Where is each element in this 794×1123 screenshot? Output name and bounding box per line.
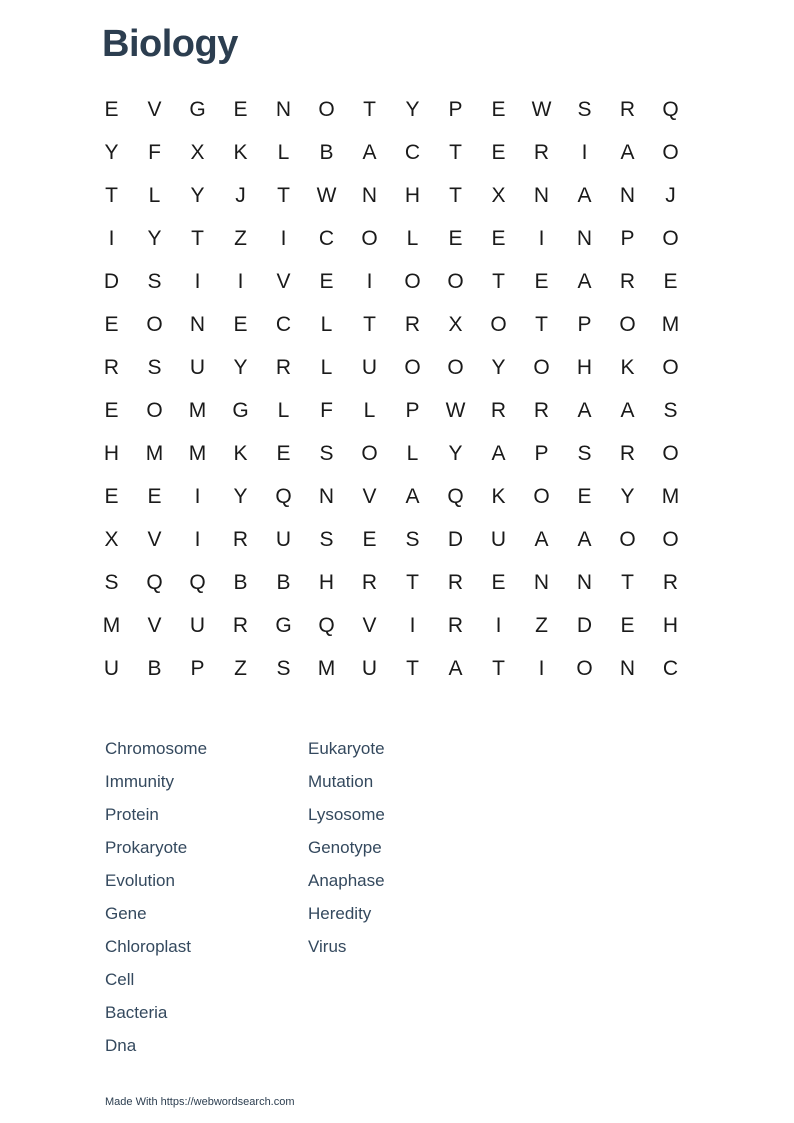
grid-cell[interactable]: I <box>194 485 201 508</box>
grid-cell[interactable]: P <box>620 227 635 250</box>
grid-cell[interactable]: T <box>363 98 376 121</box>
grid-cell[interactable]: J <box>665 184 676 207</box>
grid-cell[interactable]: N <box>189 313 206 336</box>
word-item: Chloroplast <box>105 937 191 956</box>
grid-cell[interactable]: T <box>277 184 290 207</box>
grid-cell[interactable]: Z <box>234 657 247 680</box>
grid-cell[interactable]: R <box>447 614 464 637</box>
grid-cell[interactable]: O <box>619 528 636 551</box>
letter-grid <box>90 88 692 690</box>
grid-cell[interactable]: I <box>280 227 287 250</box>
grid-cell[interactable]: S <box>405 528 420 551</box>
grid-cell[interactable]: E <box>147 485 162 508</box>
grid-row <box>90 260 692 303</box>
word-item: Heredity <box>308 904 372 923</box>
grid-cell[interactable]: O <box>361 227 378 250</box>
grid-cell[interactable]: E <box>577 485 592 508</box>
grid-cell[interactable]: N <box>275 98 292 121</box>
grid-cell[interactable]: N <box>576 571 593 594</box>
grid-cell[interactable]: V <box>147 98 162 121</box>
grid-cell[interactable]: Y <box>104 141 119 164</box>
grid-cell[interactable]: Z <box>234 227 247 250</box>
grid-cell[interactable]: X <box>190 141 205 164</box>
grid-cell[interactable]: N <box>361 184 378 207</box>
grid-cell[interactable]: V <box>147 528 162 551</box>
grid-cell[interactable]: P <box>190 657 205 680</box>
word-item: Evolution <box>105 871 175 890</box>
word-item: Protein <box>105 805 159 824</box>
grid-cell[interactable]: V <box>147 614 162 637</box>
grid-cell[interactable]: S <box>319 528 334 551</box>
grid-cell[interactable]: H <box>103 442 120 465</box>
grid-cell[interactable]: Q <box>189 571 206 594</box>
grid-cell[interactable]: O <box>404 356 421 379</box>
grid-cell[interactable]: Y <box>491 356 506 379</box>
grid-cell[interactable]: R <box>619 270 636 293</box>
grid-cell[interactable]: K <box>233 442 248 465</box>
grid-row <box>90 604 692 647</box>
grid-cell[interactable]: O <box>361 442 378 465</box>
grid-cell[interactable]: O <box>662 442 679 465</box>
grid-cell[interactable]: V <box>276 270 291 293</box>
grid-cell[interactable]: E <box>233 98 248 121</box>
grid-cell[interactable]: U <box>361 657 378 680</box>
grid-row <box>90 131 692 174</box>
grid-cell[interactable]: A <box>491 442 506 465</box>
grid-cell[interactable]: X <box>104 528 119 551</box>
grid-cell[interactable]: G <box>275 614 292 637</box>
grid-cell[interactable]: S <box>577 442 592 465</box>
grid-cell[interactable]: O <box>533 356 550 379</box>
word-list-column-2 <box>308 734 511 1064</box>
grid-cell[interactable]: W <box>531 98 552 121</box>
grid-cell[interactable]: O <box>318 98 335 121</box>
grid-cell[interactable]: S <box>147 270 162 293</box>
grid-cell[interactable]: H <box>404 184 421 207</box>
grid-cell[interactable]: R <box>533 399 550 422</box>
grid-cell[interactable]: Y <box>405 98 420 121</box>
grid-cell[interactable]: L <box>148 184 161 207</box>
grid-cell[interactable]: O <box>619 313 636 336</box>
grid-cell[interactable]: A <box>577 528 592 551</box>
grid-cell[interactable]: C <box>318 227 335 250</box>
grid-cell[interactable]: L <box>406 442 419 465</box>
word-item: Eukaryote <box>308 739 385 758</box>
grid-row <box>90 561 692 604</box>
grid-cell[interactable]: Q <box>662 98 679 121</box>
grid-cell[interactable]: L <box>320 356 333 379</box>
grid-cell[interactable]: T <box>492 657 505 680</box>
grid-cell[interactable]: R <box>490 399 507 422</box>
grid-cell[interactable]: A <box>577 399 592 422</box>
grid-cell[interactable]: T <box>449 184 462 207</box>
grid-cell[interactable]: E <box>104 313 119 336</box>
grid-cell[interactable]: N <box>619 657 636 680</box>
grid-cell[interactable]: M <box>188 442 207 465</box>
grid-cell[interactable]: E <box>491 227 506 250</box>
word-item: Lysosome <box>308 805 385 824</box>
grid-row <box>90 475 692 518</box>
grid-cell[interactable]: Y <box>620 485 635 508</box>
grid-cell[interactable]: R <box>533 141 550 164</box>
grid-cell[interactable]: I <box>366 270 373 293</box>
grid-cell[interactable]: R <box>103 356 120 379</box>
grid-cell[interactable]: I <box>581 141 588 164</box>
grid-cell[interactable]: T <box>191 227 204 250</box>
grid-cell[interactable]: E <box>663 270 678 293</box>
grid-cell[interactable]: R <box>447 571 464 594</box>
grid-cell[interactable]: O <box>490 313 507 336</box>
grid-cell[interactable]: V <box>362 485 377 508</box>
grid-cell[interactable]: H <box>662 614 679 637</box>
grid-cell[interactable]: T <box>535 313 548 336</box>
grid-cell[interactable]: O <box>447 356 464 379</box>
grid-cell[interactable]: I <box>108 227 115 250</box>
grid-cell[interactable]: S <box>319 442 334 465</box>
grid-cell[interactable]: S <box>147 356 162 379</box>
grid-cell[interactable]: Y <box>147 227 162 250</box>
grid-cell[interactable]: G <box>189 98 206 121</box>
grid-cell[interactable]: O <box>404 270 421 293</box>
grid-cell[interactable]: K <box>491 485 506 508</box>
grid-cell[interactable]: M <box>188 399 207 422</box>
grid-cell[interactable]: N <box>576 227 593 250</box>
grid-cell[interactable]: O <box>533 485 550 508</box>
grid-cell[interactable]: O <box>576 657 593 680</box>
grid-row <box>90 174 692 217</box>
grid-cell[interactable]: F <box>148 141 161 164</box>
word-item: Genotype <box>308 838 382 857</box>
grid-cell[interactable]: P <box>534 442 549 465</box>
grid-cell[interactable]: E <box>276 442 291 465</box>
grid-cell[interactable]: L <box>363 399 376 422</box>
grid-row <box>90 303 692 346</box>
grid-cell[interactable]: H <box>576 356 593 379</box>
grid-cell[interactable]: P <box>448 98 463 121</box>
grid-cell[interactable]: E <box>362 528 377 551</box>
grid-cell[interactable]: M <box>102 614 121 637</box>
grid-cell[interactable]: O <box>662 528 679 551</box>
grid-cell[interactable]: L <box>406 227 419 250</box>
grid-cell[interactable]: I <box>409 614 416 637</box>
grid-cell[interactable]: O <box>146 313 163 336</box>
word-list <box>105 734 511 1064</box>
grid-cell[interactable]: E <box>233 313 248 336</box>
grid-cell[interactable]: A <box>577 270 592 293</box>
grid-cell[interactable]: M <box>661 313 680 336</box>
grid-cell[interactable]: R <box>619 442 636 465</box>
grid-cell[interactable]: T <box>406 571 419 594</box>
grid-cell[interactable]: Y <box>448 442 463 465</box>
grid-cell[interactable]: V <box>362 614 377 637</box>
grid-cell[interactable]: I <box>538 657 545 680</box>
grid-cell[interactable]: Y <box>190 184 205 207</box>
grid-row <box>90 217 692 260</box>
grid-cell[interactable]: O <box>146 399 163 422</box>
grid-cell[interactable]: E <box>491 98 506 121</box>
grid-cell[interactable]: M <box>145 442 164 465</box>
grid-cell[interactable]: D <box>103 270 120 293</box>
grid-cell[interactable]: S <box>663 399 678 422</box>
grid-cell[interactable]: E <box>534 270 549 293</box>
grid-cell[interactable]: E <box>491 571 506 594</box>
grid-cell[interactable]: F <box>320 399 333 422</box>
grid-cell[interactable]: N <box>533 571 550 594</box>
grid-cell[interactable]: R <box>275 356 292 379</box>
grid-cell[interactable]: U <box>189 614 206 637</box>
grid-cell[interactable]: E <box>319 270 334 293</box>
word-item: Bacteria <box>105 1003 168 1022</box>
grid-cell[interactable]: A <box>362 141 377 164</box>
grid-cell[interactable]: C <box>404 141 421 164</box>
footer-credit: Made With https://webwordsearch.com <box>105 1096 295 1108</box>
word-item: Cell <box>105 970 135 989</box>
grid-row <box>90 389 692 432</box>
grid-row <box>90 432 692 475</box>
grid-cell[interactable]: A <box>534 528 549 551</box>
word-list-column-1 <box>105 734 308 1064</box>
grid-cell[interactable]: Q <box>275 485 292 508</box>
grid-cell[interactable]: R <box>232 528 249 551</box>
grid-cell[interactable]: R <box>361 571 378 594</box>
grid-cell[interactable]: U <box>275 528 292 551</box>
grid-cell[interactable]: I <box>237 270 244 293</box>
grid-cell[interactable]: X <box>491 184 506 207</box>
grid-cell[interactable]: E <box>448 227 463 250</box>
word-item: Anaphase <box>308 871 385 890</box>
grid-cell[interactable]: C <box>275 313 292 336</box>
grid-cell[interactable]: T <box>363 313 376 336</box>
grid-cell[interactable]: I <box>194 270 201 293</box>
word-item: Chromosome <box>105 739 208 758</box>
grid-row <box>90 346 692 389</box>
grid-cell[interactable]: T <box>406 657 419 680</box>
grid-cell[interactable]: Y <box>233 485 248 508</box>
grid-cell[interactable]: O <box>447 270 464 293</box>
grid-cell[interactable]: R <box>619 98 636 121</box>
grid-cell[interactable]: O <box>662 227 679 250</box>
grid-cell[interactable]: N <box>318 485 335 508</box>
grid-cell[interactable]: B <box>233 571 248 594</box>
grid-cell[interactable]: A <box>620 399 635 422</box>
grid-cell[interactable]: A <box>577 184 592 207</box>
grid-cell[interactable]: K <box>233 141 248 164</box>
grid-cell[interactable]: A <box>448 657 463 680</box>
grid-cell[interactable]: E <box>491 141 506 164</box>
grid-cell[interactable]: B <box>276 571 291 594</box>
grid-cell[interactable]: T <box>105 184 118 207</box>
grid-cell[interactable]: S <box>276 657 291 680</box>
word-item: Virus <box>308 937 347 956</box>
grid-cell[interactable]: E <box>104 399 119 422</box>
grid-cell[interactable]: S <box>104 571 119 594</box>
grid-cell[interactable]: P <box>577 313 592 336</box>
grid-cell[interactable]: U <box>361 356 378 379</box>
grid-cell[interactable]: A <box>405 485 420 508</box>
grid-cell[interactable]: N <box>533 184 550 207</box>
grid-cell[interactable]: T <box>492 270 505 293</box>
grid-cell[interactable]: L <box>277 141 290 164</box>
grid-cell[interactable]: A <box>620 141 635 164</box>
grid-cell[interactable]: T <box>449 141 462 164</box>
grid-cell[interactable]: W <box>316 184 337 207</box>
grid-cell[interactable]: Z <box>535 614 548 637</box>
grid-cell[interactable]: Q <box>146 571 163 594</box>
grid-cell[interactable]: O <box>662 141 679 164</box>
word-item: Immunity <box>105 772 174 791</box>
word-item: Dna <box>105 1036 137 1055</box>
grid-cell[interactable]: B <box>147 657 162 680</box>
grid-cell[interactable]: J <box>235 184 246 207</box>
grid-cell[interactable]: Y <box>233 356 248 379</box>
grid-cell[interactable]: K <box>620 356 635 379</box>
grid-cell[interactable]: I <box>194 528 201 551</box>
grid-cell[interactable]: C <box>662 657 679 680</box>
grid-cell[interactable]: S <box>577 98 592 121</box>
grid-row <box>90 518 692 561</box>
grid-cell[interactable]: E <box>104 98 119 121</box>
grid-cell[interactable]: D <box>447 528 464 551</box>
grid-cell[interactable]: M <box>661 485 680 508</box>
grid-row <box>90 88 692 131</box>
grid-cell[interactable]: E <box>104 485 119 508</box>
grid-cell[interactable]: R <box>232 614 249 637</box>
grid-cell[interactable]: P <box>405 399 420 422</box>
word-item: Gene <box>105 904 147 923</box>
grid-cell[interactable]: U <box>490 528 507 551</box>
grid-row <box>90 647 692 690</box>
grid-cell[interactable]: N <box>619 184 636 207</box>
grid-cell[interactable]: L <box>320 313 333 336</box>
grid-cell[interactable]: L <box>277 399 290 422</box>
grid-cell[interactable]: U <box>103 657 120 680</box>
grid-cell[interactable]: Q <box>318 614 335 637</box>
grid-cell[interactable]: I <box>538 227 545 250</box>
grid-cell[interactable]: B <box>319 141 334 164</box>
grid-cell[interactable]: G <box>232 399 249 422</box>
grid-cell[interactable]: O <box>662 356 679 379</box>
grid-cell[interactable]: D <box>576 614 593 637</box>
grid-cell[interactable]: I <box>495 614 502 637</box>
grid-cell[interactable]: R <box>404 313 421 336</box>
page-title: Biology <box>102 23 238 65</box>
grid-cell[interactable]: E <box>620 614 635 637</box>
grid-cell[interactable]: T <box>621 571 634 594</box>
grid-cell[interactable]: Q <box>447 485 464 508</box>
grid-cell[interactable]: W <box>445 399 466 422</box>
word-item: Prokaryote <box>105 838 188 857</box>
grid-cell[interactable]: U <box>189 356 206 379</box>
word-item: Mutation <box>308 772 374 791</box>
grid-cell[interactable]: M <box>317 657 336 680</box>
grid-cell[interactable]: R <box>662 571 679 594</box>
grid-cell[interactable]: H <box>318 571 335 594</box>
grid-cell[interactable]: X <box>448 313 463 336</box>
